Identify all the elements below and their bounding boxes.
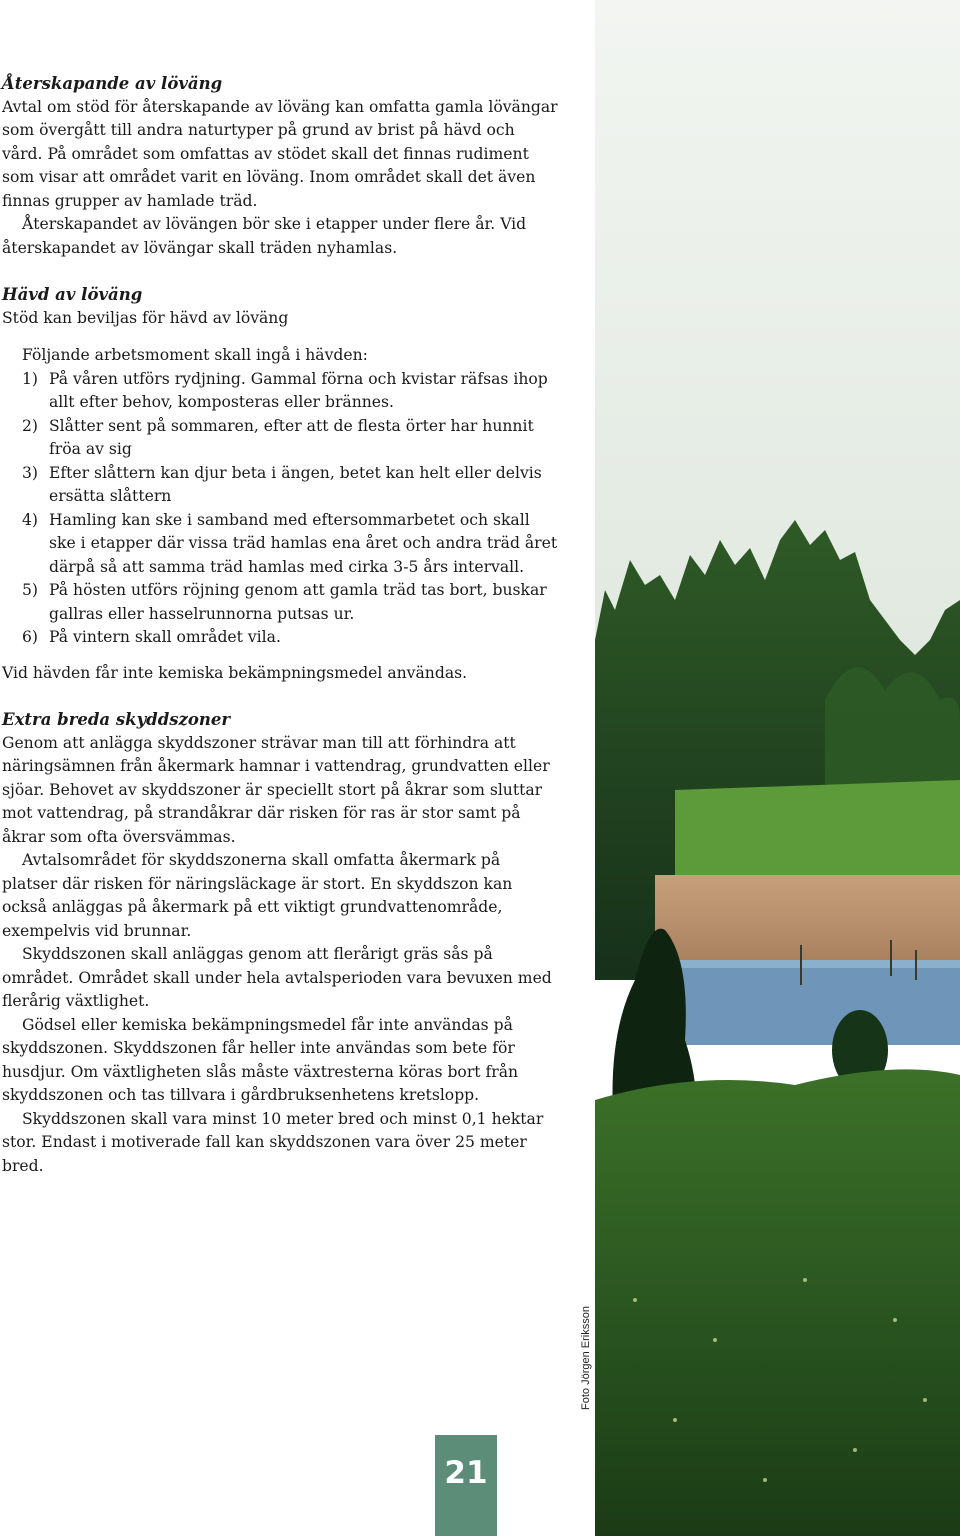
- paragraph: Avtal om stöd för återskapande av löväng kan omfatta gamla lövängar som övergått till andra naturtyper på grund av brist på hävd och vård. På området som omfattas av stödet skall det finnas rudiment som visar att området varit en löväng. Inom området skall det även finnas grupper av hamlade träd.: [2, 97, 558, 210]
- list-intro: Följande arbetsmoment skall ingå i hävden:: [22, 346, 368, 364]
- list-item-number: 5): [22, 581, 39, 599]
- list-item-number: 1): [22, 369, 39, 388]
- list-item-text: Slåtter sent på sommaren, efter att de flesta örter har hunnit fröa av sig: [49, 416, 534, 458]
- list-item-number: 4): [22, 510, 39, 529]
- list-item: [2, 462, 558, 509]
- photo-credit-text: Foto Jörgen Eriksson: [580, 1306, 592, 1410]
- page-number: 21: [444, 1455, 488, 1491]
- landscape-illustration: [595, 0, 960, 1536]
- list-item: [2, 415, 558, 462]
- section-heading-skyddszoner: Extra breda skyddszoner: [2, 710, 231, 729]
- paragraph: Stöd kan beviljas för hävd av löväng: [2, 308, 289, 327]
- list-item: [2, 626, 558, 650]
- list-item: [2, 579, 558, 626]
- section-heading-aterskapande: Återskapande av löväng: [2, 74, 223, 93]
- text-column: [2, 72, 558, 1178]
- list-item: [2, 368, 558, 415]
- list-item-text: På hösten utförs röjning genom att gamla träd tas bort, buskar gallras eller hasselrunnorna putsas ur.: [49, 581, 547, 623]
- list-item-number: 6): [22, 628, 39, 646]
- section-heading-havd: Hävd av löväng: [2, 285, 143, 304]
- paragraph: Återskapandet av lövängen bör ske i etapper under flere år. Vid återskapandet av lövängar skall träden nyhamlas.: [2, 215, 527, 257]
- list-item-text: Efter slåttern kan djur beta i ängen, betet kan helt eller delvis ersätta slåttern: [49, 463, 542, 505]
- paragraph: Vid hävden får inte kemiska bekämpningsmedel användas.: [2, 663, 468, 682]
- list-item-text: Hamling kan ske i samband med eftersommarbetet och skall ske i etapper där vissa träd hamlas ena året och andra träd året därpå så att samma träd hamlas med cirka 3-5 års intervall.: [49, 510, 558, 576]
- paragraph: Genom att anlägga skyddszoner strävar man till att förhindra att näringsämnen från åkermark hamnar i vattendrag, grundvatten eller sjöar. Behovet av skyddszoner är speciellt stort på åkrar som sluttar mot vattendrag, på strandåkrar där risken för ras är stor samt på åkrar som ofta översvämmas.: [2, 733, 550, 846]
- paragraph: Avtalsområdet för skyddszonerna skall omfatta åkermark på platser där risken för näringsläckage är stort. En skyddszon kan också anläggas på åkermark på ett viktigt grundvattenområde, exempelvis vid brunnar.: [2, 851, 513, 940]
- paragraph: Skyddszonen skall vara minst 10 meter bred och minst 0,1 hektar stor. Endast i motiverade fall kan skyddszonen vara över 25 meter bred.: [2, 1109, 544, 1175]
- paragraph: Skyddszonen skall anläggas genom att flerårigt gräs sås på området. Området skall under hela avtalsperioden vara bevuxen med flerårig växtlighet.: [2, 945, 552, 1010]
- list-item: [2, 509, 558, 580]
- landscape-photo: [595, 0, 960, 1536]
- work-steps-list: [2, 368, 558, 650]
- list-item-number: 3): [22, 463, 39, 482]
- list-item-text: På vintern skall området vila.: [49, 628, 281, 646]
- list-item-number: 2): [22, 416, 39, 435]
- photo-credit: [562, 1306, 610, 1410]
- page-number-box: [435, 1435, 497, 1536]
- paragraph: Gödsel eller kemiska bekämpningsmedel får inte användas på skyddszonen. Skyddszonen får heller inte användas som bete för husdjur. Om växtligheten slås måste växtresterna köras bort från skyddszonen och tas tillvara i gårdbruksenhetens kretslopp.: [2, 1015, 519, 1104]
- list-item-text: På våren utförs rydjning. Gammal förna och kvistar räfsas ihop allt efter behov, komposteras eller brännes.: [49, 369, 548, 411]
